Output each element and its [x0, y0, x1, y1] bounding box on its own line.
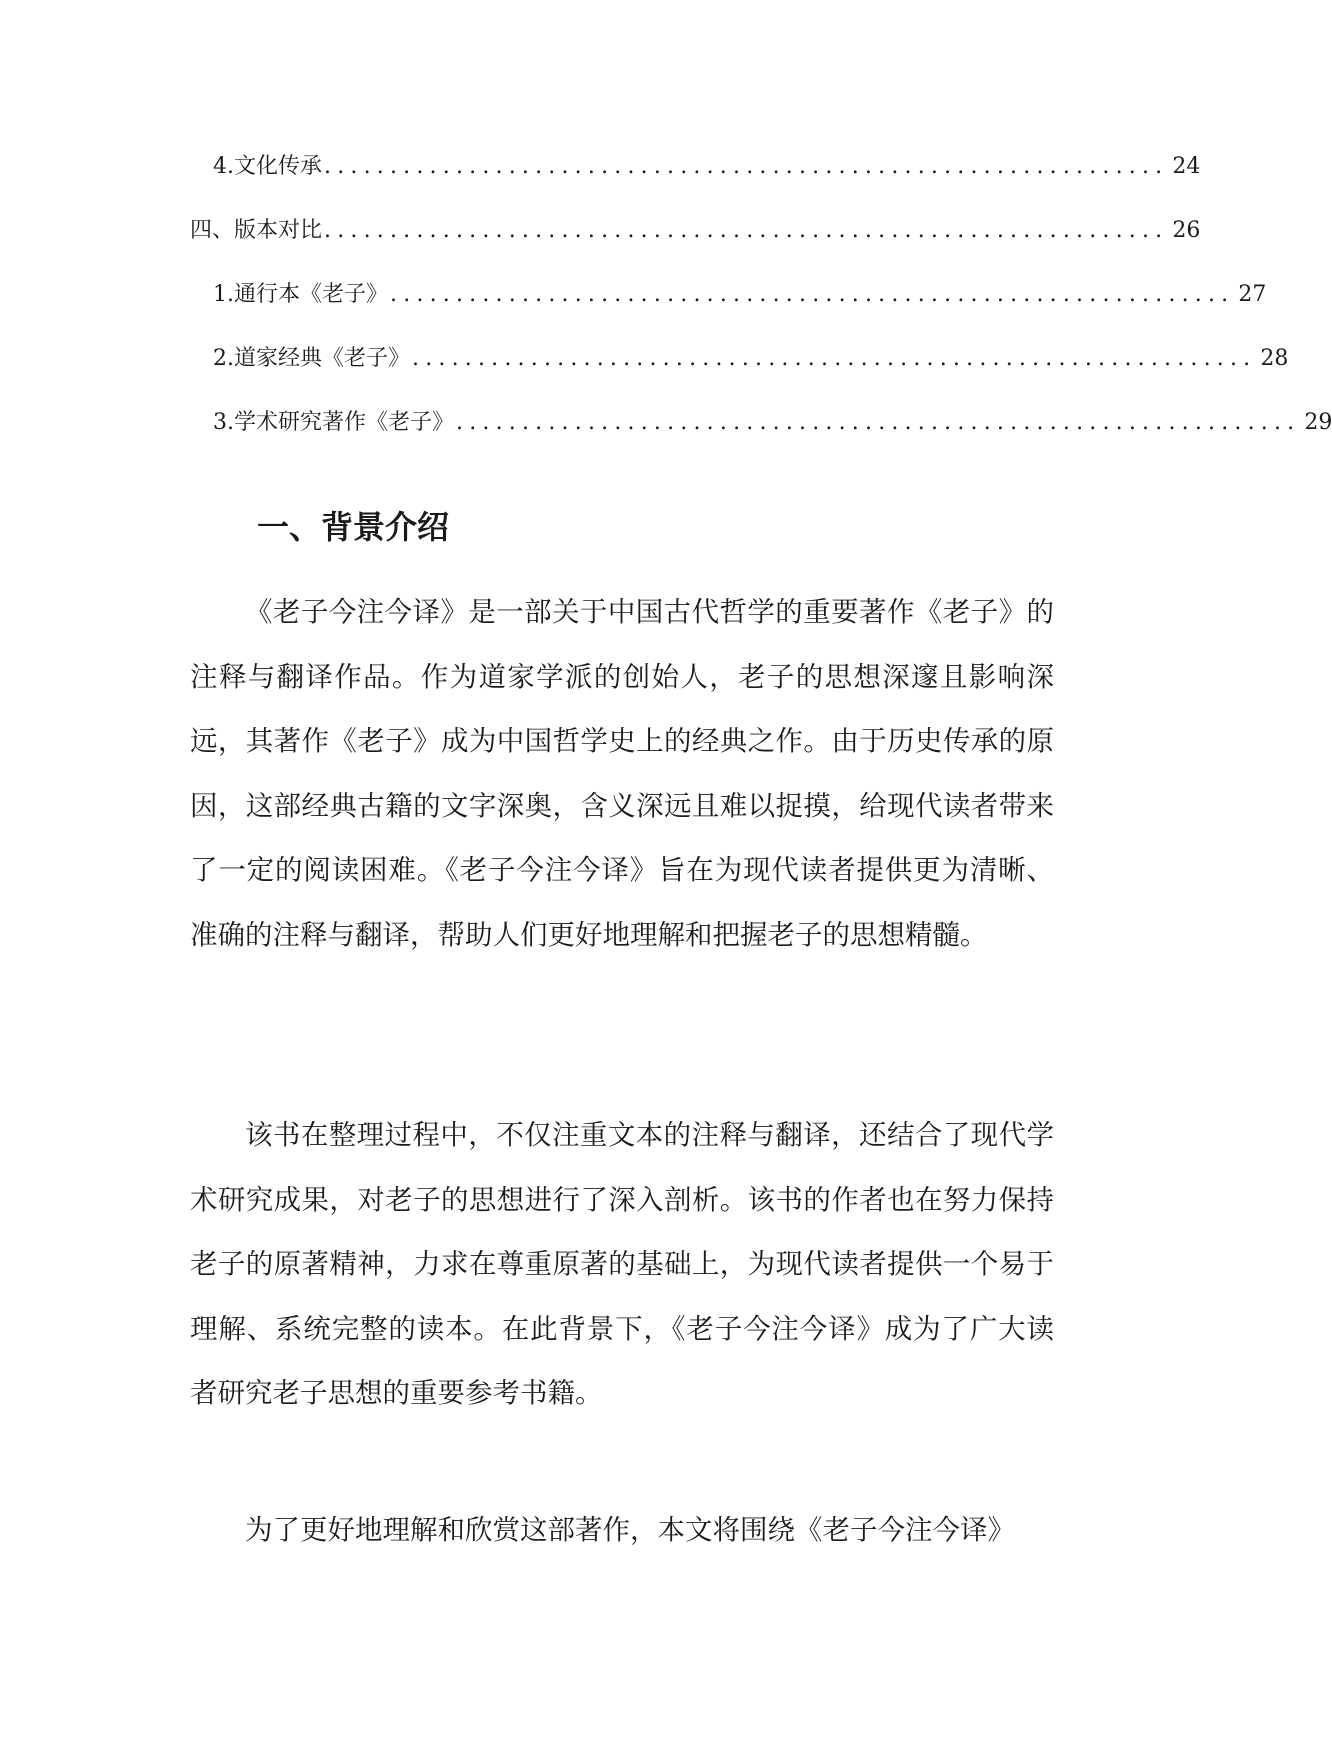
- body-paragraph: 为了更好地理解和欣赏这部著作，本文将围绕《老子今注今译》: [245, 1514, 1015, 1546]
- toc-entry[interactable]: [213, 403, 1332, 443]
- toc-entry-title: 文化传承: [234, 154, 323, 179]
- toc-entry-number: 3.: [213, 410, 234, 435]
- section-heading: 一、背景介绍: [257, 508, 450, 546]
- toc-entry[interactable]: [213, 339, 1289, 379]
- toc-entry-number: 1.: [213, 282, 234, 307]
- toc-entry-page: 28: [1260, 346, 1289, 371]
- toc-entry-page: 24: [1172, 154, 1201, 179]
- toc-leader-dots: ................................................................: [390, 282, 1235, 307]
- body-paragraph: 该书在整理过程中，不仅注重文本的注释与翻译，还结合了现代学术研究成果，对老子的思想进行了深入剖析。该书的作者也在努力保持老子的原著精神，力求在尊重原著的基础上，为现代读者提供一个易于理解、系统完整的读本。在此背景下，《老子今注今译》成为了广大读者研究老子思想的重要参考书籍。: [190, 1119, 1054, 1409]
- toc-entry[interactable]: [213, 275, 1267, 315]
- toc-leader-dots: ................................................................: [324, 154, 1169, 179]
- toc-entry-title: 道家经典《老子》: [234, 346, 411, 371]
- toc-leader-dots: ................................................................: [456, 410, 1301, 435]
- toc-leader-dots: ................................................................: [324, 218, 1169, 243]
- toc-entry-title: 通行本《老子》: [234, 282, 389, 307]
- toc-entry-number: 2.: [213, 346, 234, 371]
- body-paragraph: 《老子今注今译》是一部关于中国古代哲学的重要著作《老子》的注释与翻译作品。作为道家学派的创始人，老子的思想深邃且影响深远，其著作《老子》成为中国哲学史上的经典之作。由于历史传承的原因，这部经典古籍的文字深奥，含义深远且难以捉摸，给现代读者带来了一定的阅读困难。《老子今注今译》旨在为现代读者提供更为清晰、准确的注释与翻译，帮助人们更好地理解和把握老子的思想精髓。: [190, 596, 1054, 951]
- toc-entry-title: 四、版本对比: [190, 218, 323, 243]
- toc-entry[interactable]: [213, 147, 1201, 187]
- toc-entry-title: 学术研究著作《老子》: [234, 410, 455, 435]
- toc-entry-page: 29: [1304, 410, 1332, 435]
- toc-entry[interactable]: [190, 211, 1201, 251]
- toc-entry-page: 27: [1238, 282, 1267, 307]
- toc-leader-dots: ................................................................: [412, 346, 1257, 371]
- toc-entry-page: 26: [1172, 218, 1201, 243]
- toc-entry-number: 4.: [213, 154, 234, 179]
